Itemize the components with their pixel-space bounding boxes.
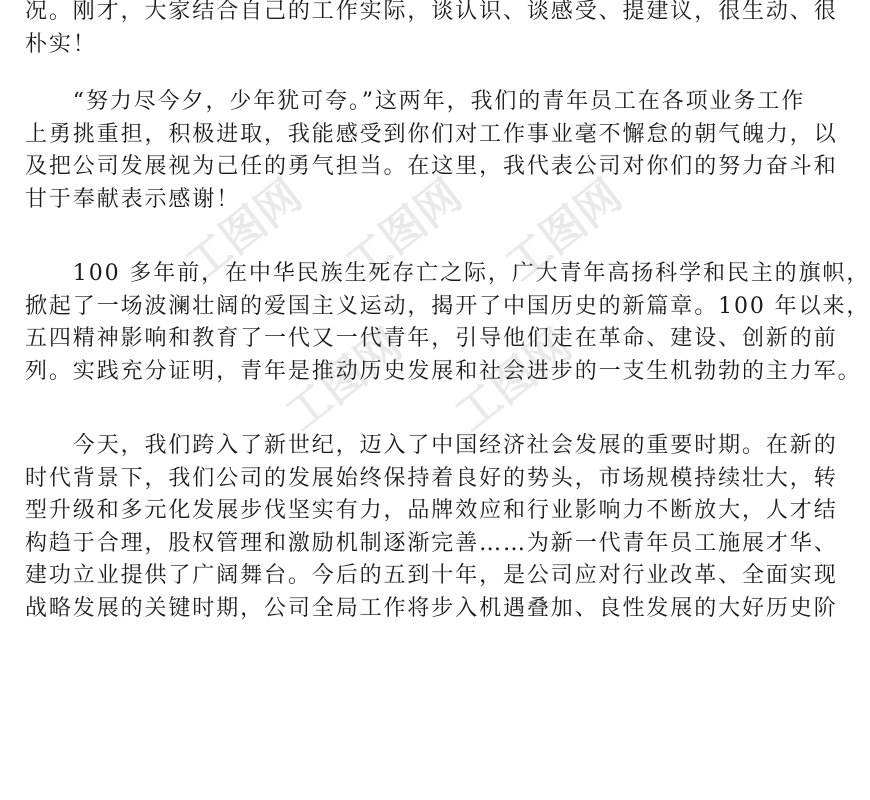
watermark: 工图网: [276, 319, 412, 442]
watermark: 工图网: [176, 169, 312, 292]
paragraph-3: [25, 258, 870, 388]
watermark: 工图网: [446, 319, 582, 442]
text-line: “努力尽今夕，少年犹可夸。”这两年，我们的青年员工在各项业务工作: [25, 89, 806, 114]
watermark: 工图网: [496, 169, 632, 292]
text-line: 及把公司发展视为己任的勇气担当。在这里，我代表公司对你们的努力奋斗和: [25, 154, 838, 179]
text-line: 100 多年前，在中华民族生死存亡之际，广大青年高扬科学和民主的旗帜，: [25, 261, 870, 286]
text-line: 况。刚才，大家结合自己的工作实际，谈认识、谈感受、提建议，很生动、很: [25, 0, 838, 24]
text-line: 今天，我们跨入了新世纪，迈入了中国经济社会发展的重要时期。在新的: [25, 433, 838, 458]
text-line: 掀起了一场波澜壮阔的爱国主义运动，揭开了中国历史的新篇章。100 年以来，: [25, 293, 870, 319]
text-line: 时代背景下，我们公司的发展始终保持着良好的势头，市场规模持续壮大，转: [25, 465, 838, 491]
text-line: 建功立业提供了广阔舞台。今后的五到十年，是公司应对行业改革、全面实现: [25, 563, 838, 588]
text-line: 五四精神影响和教育了一代又一代青年，引导他们走在革命、建设、创新的前: [25, 326, 838, 351]
text-line: 列。实践充分证明，青年是推动历史发展和社会进步的一支生机勃勃的主力军。: [25, 358, 862, 384]
text-line: 上勇挑重担，积极进取，我能感受到你们对工作事业毫不懈怠的朝气魄力，以: [25, 121, 838, 147]
paragraph-1: [25, 0, 838, 61]
paragraph-2: [25, 86, 838, 216]
paragraph-4: [25, 430, 838, 625]
text-line: 甘于奉献表示感谢！: [25, 186, 241, 212]
text-line: 朴实！: [25, 31, 97, 57]
text-line: 构趋于合理，股权管理和激励机制逐渐完善……为新一代青年员工施展才华、: [25, 530, 838, 556]
text-line: 战略发展的关键时期，公司全局工作将步入机遇叠加、良性发展的大好历史阶: [25, 595, 838, 621]
watermark: 工图网: [336, 169, 472, 292]
text-line: 型升级和多元化发展步伐坚实有力，品牌效应和行业影响力不断放大，人才结: [25, 498, 838, 523]
